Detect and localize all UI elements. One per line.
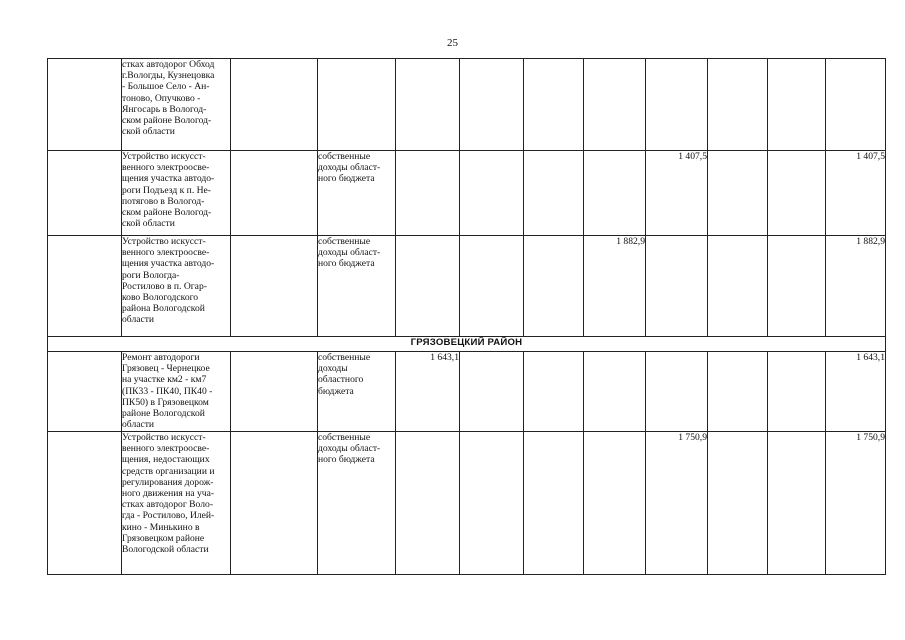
description-line: Грязовец - Чернецкое [122,363,210,375]
description-line: ПК50) в Грязовецком [122,396,209,408]
funding-source-line: ного бюджета [318,173,375,185]
empty-cell [231,352,318,432]
description-line: регулирования дорож- [122,476,214,488]
description-cell [122,59,231,151]
description-line: Ростилово в п. Огар- [122,280,207,292]
funding-source-cell [318,432,396,575]
amount-cell-col5 [460,352,524,432]
funding-source-line: собственные [318,151,371,162]
amount-value: 1 407,5 [856,151,885,162]
amount-cell-col5 [460,151,524,236]
amount-cell-col6 [524,352,584,432]
description-line: щения участка автодо- [122,258,215,270]
amount-cell-col11 [826,432,886,575]
amount-cell-col10 [768,59,826,151]
description-line: ного движения на уча- [122,488,215,500]
empty-cell [231,432,318,575]
amount-value: 1 750,9 [856,432,885,443]
description-line: кино - Минькино в [122,521,200,533]
funding-source-line: собственные [318,236,371,247]
amount-cell-col10 [768,236,826,337]
amount-cell-col6 [524,236,584,337]
funding-source-line: доходы област- [318,247,381,259]
funding-source-cell [318,151,396,236]
amount-cell-col9 [708,352,768,432]
empty-cell [231,59,318,151]
amount-cell-col9 [708,151,768,236]
amount-cell-col11 [826,59,886,151]
amount-cell-col8 [646,59,708,151]
funding-source-line: бюджета [318,385,354,397]
description-line: ково Вологодского [122,292,199,304]
amount-cell-col7 [584,236,646,337]
description-line: роги Вологда- [122,269,180,281]
amount-value: 1 643,1 [856,352,885,363]
amount-cell-col8 [646,236,708,337]
description-line: средств организации и [122,465,215,477]
description-line: ской области [122,126,175,138]
amount-cell-col10 [768,352,826,432]
amount-cell-col5 [460,236,524,337]
number-cell [48,432,122,575]
description-line: (ПК33 - ПК40, ПК40 - [122,385,213,397]
description-line: Устройство искусст- [122,151,206,162]
description-line: венного электроосве- [122,162,210,174]
description-line: Устройство искусст- [122,236,206,247]
table-row [48,59,886,151]
funding-source-line: доходы [318,363,348,375]
amount-cell-col4 [396,352,460,432]
description-line: тоново, Опучково - [122,92,201,104]
funding-source-cell [318,59,396,151]
amount-cell-col5 [460,59,524,151]
table-row [48,236,886,337]
description-cell [122,236,231,337]
amount-value: 1 643,1 [430,352,459,363]
amount-cell-col11 [826,151,886,236]
description-line: щения, недостающих [122,454,210,466]
description-line: области [122,314,155,326]
number-cell [48,59,122,151]
description-line: Устройство искусст- [122,432,206,443]
amount-cell-col10 [768,151,826,236]
description-line: ской области [122,218,175,230]
section-row [48,337,886,352]
table-row [48,432,886,575]
funding-source-line: доходы област- [318,162,381,174]
description-line: на участке км2 - км7 [122,374,207,386]
funding-source-line: собственные [318,432,371,443]
description-line: роги Подъезд к п. Не- [122,184,211,196]
description-line: Грязовецком районе [122,532,205,544]
number-cell [48,236,122,337]
funding-source-line: собственные [318,352,371,363]
amount-cell-col10 [768,432,826,575]
amount-value: 1 407,5 [678,151,707,162]
budget-table [47,58,886,575]
empty-cell [231,151,318,236]
amount-cell-col11 [826,352,886,432]
description-line: ском районе Вологод- [122,115,212,127]
amount-cell-col7 [584,59,646,151]
description-line: потягово в Вологод- [122,195,205,207]
description-line: Вологодской области [122,544,209,556]
amount-value: 1 882,9 [616,236,645,247]
amount-cell-col5 [460,432,524,575]
amount-cell-col9 [708,236,768,337]
page-number: 25 [447,37,458,49]
description-line: района Вологодской [122,303,205,315]
amount-cell-col8 [646,352,708,432]
funding-source-line: ного бюджета [318,454,375,466]
amount-value: 1 882,9 [856,236,885,247]
amount-cell-col9 [708,432,768,575]
funding-source-line: областного [318,374,364,386]
amount-cell-col4 [396,151,460,236]
funding-source-cell [318,236,396,337]
amount-cell-col6 [524,59,584,151]
description-line: области [122,419,155,431]
description-line: стках автодорог Обход [122,59,215,70]
description-cell [122,432,231,575]
description-cell [122,352,231,432]
amount-cell-col11 [826,236,886,337]
funding-source-line: ного бюджета [318,258,375,270]
amount-cell-col4 [396,432,460,575]
number-cell [48,151,122,236]
funding-source-line: доходы област- [318,443,381,455]
amount-cell-col9 [708,59,768,151]
amount-cell-col6 [524,432,584,575]
description-line: стках автодорог Воло- [122,499,214,511]
description-line: - Большое Село - Ан- [122,81,210,93]
amount-cell-col7 [584,151,646,236]
amount-value: 1 750,9 [678,432,707,443]
number-cell [48,352,122,432]
empty-cell [231,236,318,337]
amount-cell-col4 [396,236,460,337]
description-cell [122,151,231,236]
description-line: Ремонт автодороги [122,352,200,363]
table-row [48,151,886,236]
description-line: г.Вологды, Кузнецовка [122,70,215,82]
description-line: гда - Ростилово, Илей- [122,510,215,522]
amount-cell-col7 [584,432,646,575]
description-line: венного электроосве- [122,247,210,259]
amount-cell-col6 [524,151,584,236]
description-line: районе Вологодской [122,408,205,420]
amount-cell-col8 [646,432,708,575]
description-line: ском районе Вологод- [122,207,212,219]
amount-cell-col7 [584,352,646,432]
description-line: Янгосарь в Вологод- [122,103,207,115]
table-row [48,352,886,432]
description-line: венного электроосве- [122,443,210,455]
amount-cell-col8 [646,151,708,236]
amount-cell-col4 [396,59,460,151]
funding-source-cell [318,352,396,432]
description-line: щения участка автодо- [122,173,215,185]
section-title: ГРЯЗОВЕЦКИЙ РАЙОН [48,337,886,352]
